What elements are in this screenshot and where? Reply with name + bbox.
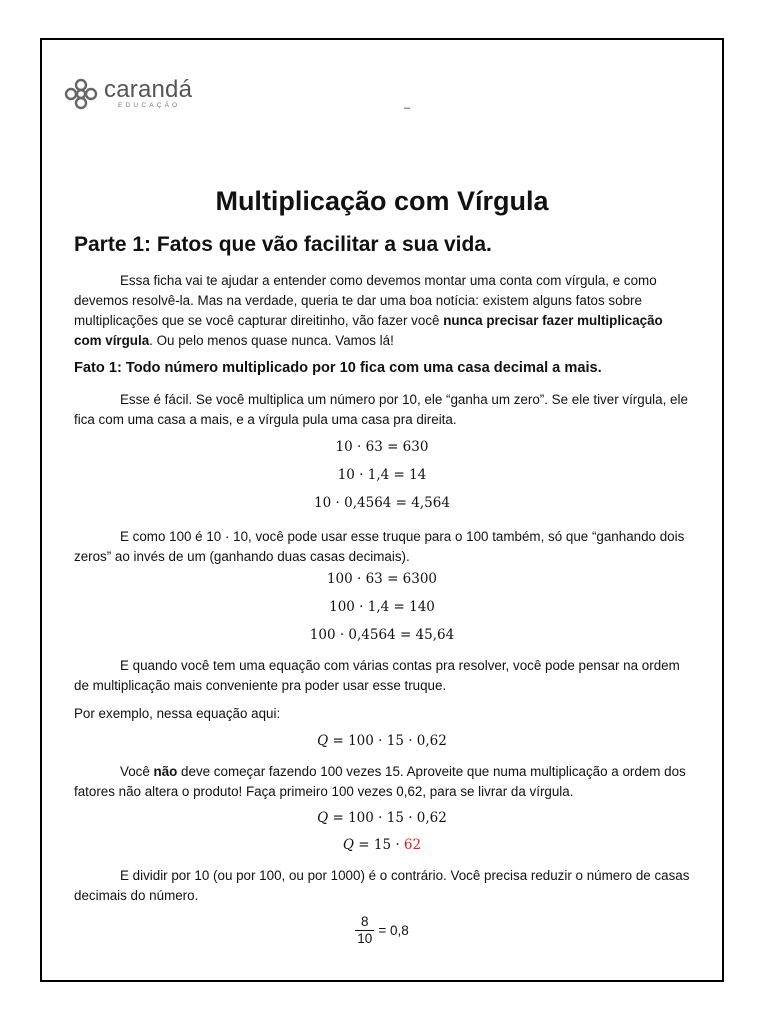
logo-name: carandá: [104, 76, 193, 104]
fraction-result: = 0,8: [378, 923, 409, 938]
equation: 100 · 0,4564 = 45,64: [309, 627, 455, 643]
header-mark: –: [404, 102, 411, 114]
equation: 10 · 1,4 = 14: [337, 467, 427, 483]
paragraph-100: E como 100 é 10 · 10, você pode usar esse truque para o 100 também, só que “ganhando dois zeros” ao invés de um (ganhando duas casas decimais).: [74, 529, 685, 564]
paragraph-division: E dividir por 10 (ou por 100, ou por 1000) é o contrário. Você precisa reduzir o número de casas decimais do número.: [74, 868, 690, 903]
part-heading: Parte 1: Fatos que vão facilitar a sua vida.: [74, 233, 492, 256]
intro-paragraph: Essa ficha vai te ajudar a entender como devemos montar uma conta com vírgula, e como devemos resolvê-la. Mas na verdade, queria te dar uma boa notícia: existem alguns fatos sobre multiplicações que se você capturar direitinho, vão fazer você nunca precisar fazer multiplicação com vírgula. Ou pelo menos quase nunca. Vamos lá!: [74, 273, 663, 348]
logo-subtitle: EDUCAÇÃO: [118, 102, 181, 110]
equation: 10 · 0,4564 = 4,564: [314, 495, 450, 511]
equation: 10 · 63 = 630: [335, 439, 429, 455]
logo: [62, 76, 192, 112]
equation: 100 · 1,4 = 140: [329, 599, 435, 615]
fraction-equation: [74, 914, 690, 947]
fact1-paragraph: Esse é fácil. Se você multiplica um número por 10, ele “ganha um zero”. Se ele tiver vírgula, ele fica com uma casa a mais, e a vírgula pula uma casa pra direita.: [74, 392, 688, 427]
equation-q: Q = 100 · 15 · 0,62: [317, 733, 447, 749]
intro-bold: nunca precisar fazer multiplicação com vírgula: [74, 313, 663, 348]
fraction-numerator: 8: [361, 914, 369, 929]
page-title: Multiplicação com Vírgula: [215, 186, 549, 216]
fraction-denominator: 10: [357, 931, 373, 946]
fact1-heading: Fato 1: Todo número multiplicado por 10 fica com uma casa decimal a mais.: [74, 360, 602, 376]
paragraph-example: Por exemplo, nessa equação aqui:: [74, 706, 281, 721]
knot-icon: [62, 76, 100, 112]
equation: 100 · 63 = 6300: [326, 571, 438, 587]
nao-bold: não: [153, 764, 178, 779]
paragraph-order: E quando você tem uma equação com várias contas pra resolver, você pode pensar na ordem de multiplicação mais conveniente pra poder usar esse truque.: [74, 658, 680, 693]
paragraph-nao: Você não deve começar fazendo 100 vezes 15. Aproveite que numa multiplicação a ordem dos fatores não altera o produto! Faça primeiro 100 vezes 0,62, para se livrar da vírgula.: [74, 764, 686, 799]
equation-q-result: Q = 15 · 62: [342, 837, 422, 853]
red-number: 62: [403, 837, 422, 853]
document-page: [40, 38, 724, 982]
equation-q: Q = 100 · 15 · 0,62: [317, 810, 447, 826]
